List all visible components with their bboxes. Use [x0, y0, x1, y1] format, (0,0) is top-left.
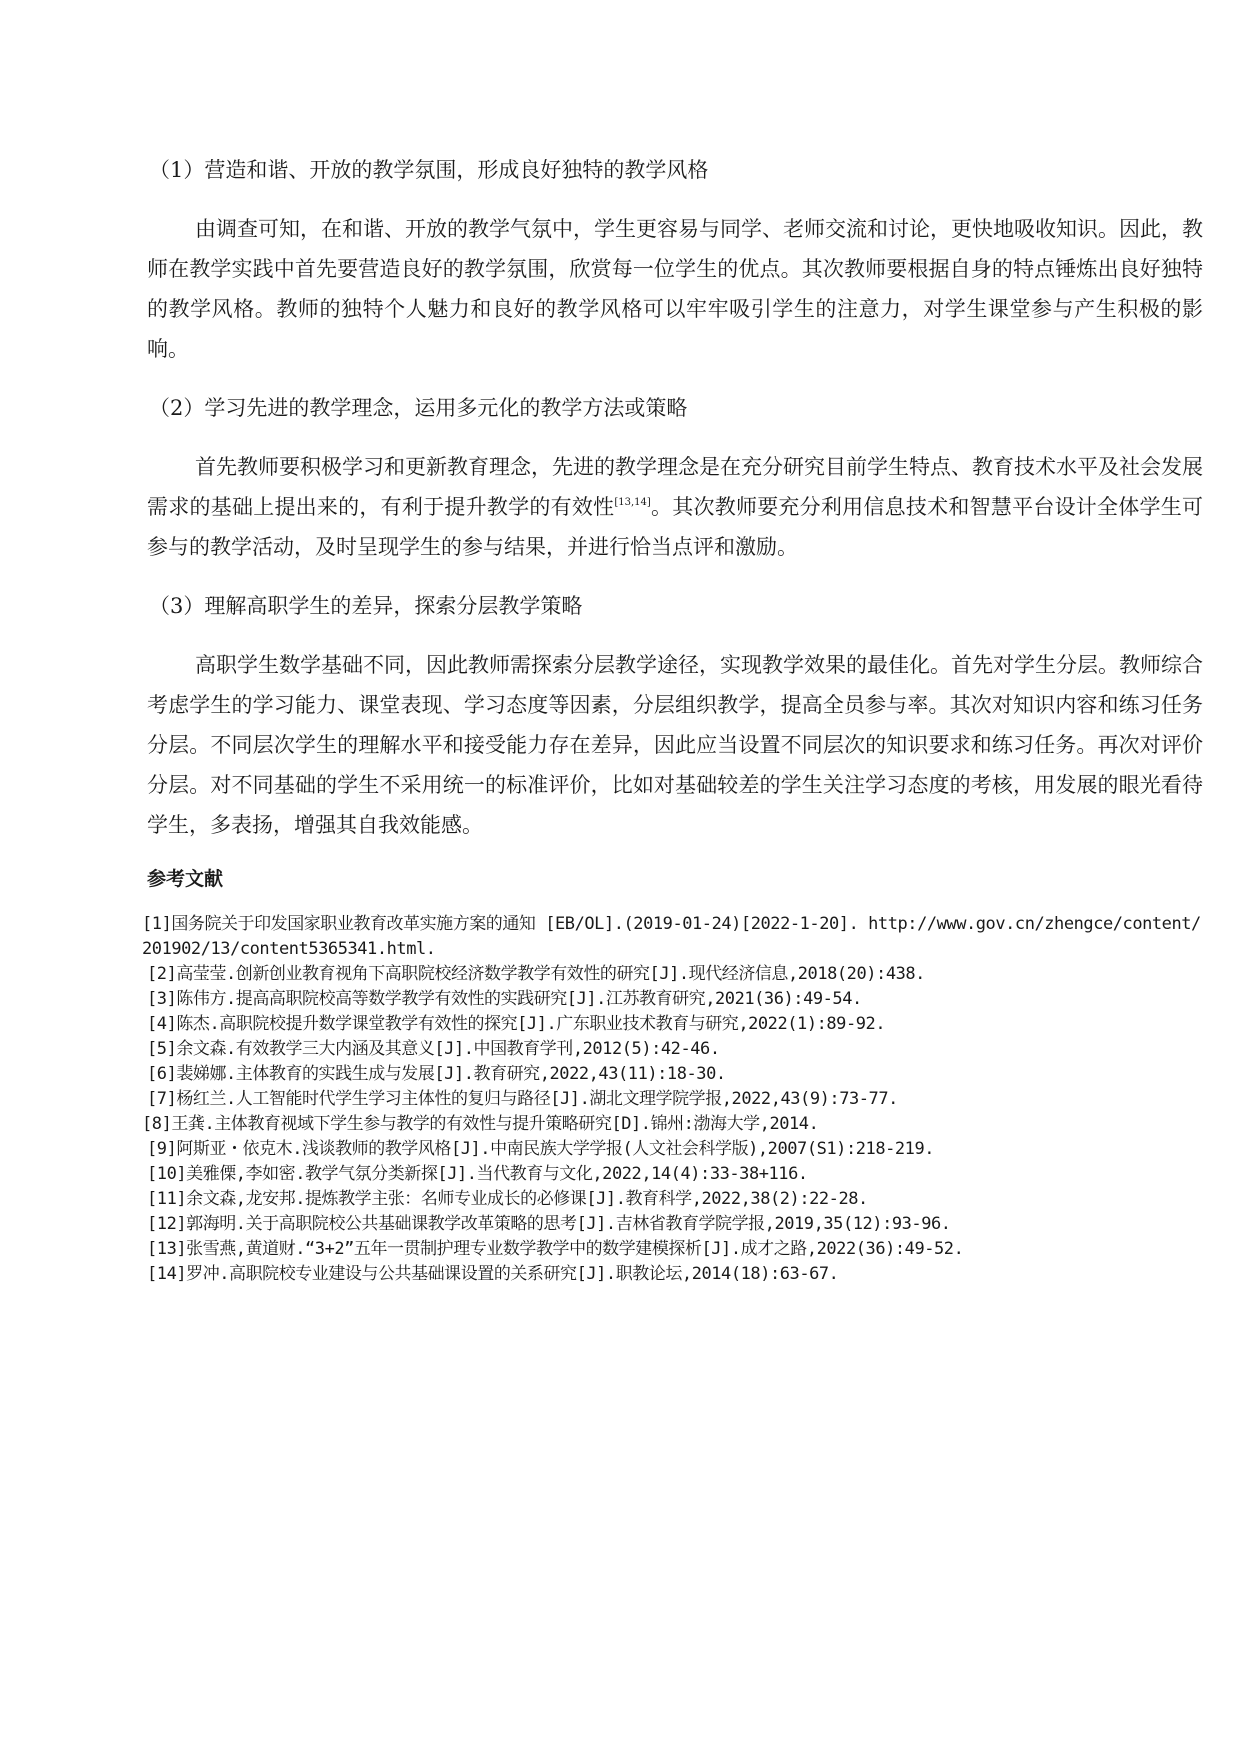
section-paragraph-2 [147, 447, 1203, 567]
reference-item: [6]裴娣娜.主体教育的实践生成与发展[J].教育研究,2022,43(11):18-30. [147, 1064, 726, 1084]
section-heading-1: （1）营造和谐、开放的教学氛围，形成良好独特的教学风格 [149, 158, 709, 182]
reference-item: [8]王龚.主体教育视域下学生参与教学的有效性与提升策略研究[D].锦州:渤海大学,2014. [142, 1114, 819, 1134]
paragraph-text: 。其次教师要充分利用信息技术和智慧平台设计全体学生可参与的教学活动，及时呈现学生的参与结果，并进行恰当点评和激励。 [147, 495, 1204, 559]
section-paragraph-3: 高职学生数学基础不同，因此教师需探索分层教学途径，实现教学效果的最佳化。首先对学生分层。教师综合考虑学生的学习能力、课堂表现、学习态度等因素，分层组织教学，提高全员参与率。其次对知识内容和练习任务分层。不同层次学生的理解水平和接受能力存在差异，因此应当设置不同层次的知识要求和练习任务。再次对评价分层。对不同基础的学生不采用统一的标准评价，比如对基础较差的学生关注学习态度的考核，用发展的眼光看待学生，多表扬，增强其自我效能感。 [147, 653, 1203, 837]
reference-item: [14]罗冲.高职院校专业建设与公共基础课设置的关系研究[J].职教论坛,2014(18):63-67. [147, 1264, 839, 1284]
document-page [142, 150, 1204, 1287]
references-title: 参考文献 [147, 868, 224, 890]
reference-item: [3]陈伟方.提高高职院校高等数学教学有效性的实践研究[J].江苏教育研究,2021(36):49-54. [147, 989, 862, 1009]
section-heading-2: （2）学习先进的教学理念，运用多元化的教学方法或策略 [149, 396, 688, 420]
paragraph-text: 首先教师要积极学习和更新教育理念，先进的教学理念是在充分研究目前学生特点、教育技术水平及社会发展需求的基础上提出来的，有利于提升教学的有效性 [147, 455, 1203, 519]
reference-item: [11]余文森,龙安邦.提炼教学主张：名师专业成长的必修课[J].教育科学,2022,38(2):22-28. [147, 1189, 868, 1209]
reference-item: [9]阿斯亚・依克木.浅谈教师的教学风格[J].中南民族大学学报(人文社会科学版),2007(S1):218-219. [147, 1139, 935, 1159]
reference-item: [10]美雅傈,李如密.教学气氛分类新探[J].当代教育与文化,2022,14(4):33-38+116. [147, 1164, 808, 1184]
reference-item: [1]国务院关于印发国家职业教育改革实施方案的通知 [EB/OL].(2019-01-24)[2022-1-20]. http://www.gov.cn/zhengce/content/201902/13/content5365341.html. [142, 914, 1201, 959]
reference-item: [4]陈杰.高职院校提升数学课堂教学有效性的探究[J].广东职业技术教育与研究,2022(1):89-92. [147, 1014, 886, 1034]
reference-item: [7]杨红兰.人工智能时代学生学习主体性的复归与路径[J].湖北文理学院学报,2022,43(9):73-77. [147, 1089, 898, 1109]
reference-list [142, 912, 1202, 1287]
reference-item: [13]张雪燕,黄道财.“3+2”五年一贯制护理专业数学教学中的数学建模探析[J].成才之路,2022(36):49-52. [147, 1239, 964, 1259]
section-heading-3: （3）理解高职学生的差异，探索分层教学策略 [149, 594, 583, 618]
section-paragraph-1: 由调查可知，在和谐、开放的教学气氛中，学生更容易与同学、老师交流和讨论，更快地吸收知识。因此，教师在教学实践中首先要营造良好的教学氛围，欣赏每一位学生的优点。其次教师要根据自身的特点锤炼出良好独特的教学风格。教师的独特个人魅力和良好的教学风格可以牢牢吸引学生的注意力，对学生课堂参与产生积极的影响。 [147, 217, 1203, 361]
citation-marker: [13,14] [614, 497, 651, 508]
reference-item: [5]余文森.有效教学三大内涵及其意义[J].中国教育学刊,2012(5):42-46. [147, 1039, 720, 1059]
reference-item: [12]郭海明.关于高职院校公共基础课教学改革策略的思考[J].吉林省教育学院学报,2019,35(12):93-96. [147, 1214, 951, 1234]
reference-item: [2]高莹莹.创新创业教育视角下高职院校经济数学教学有效性的研究[J].现代经济信息,2018(20):438. [147, 964, 925, 984]
